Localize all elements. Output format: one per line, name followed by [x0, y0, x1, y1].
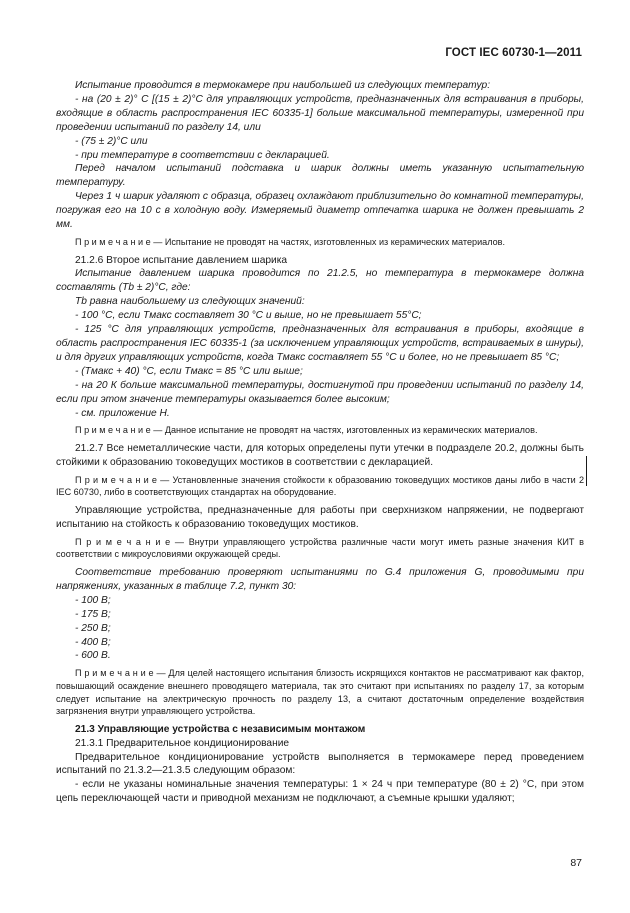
- paragraph: Предварительное кондиционирование устройств выполняется в термокамере перед проведением испытаний по 21.3.2—21.3.5 следующим образом:: [56, 751, 584, 777]
- change-bar: [586, 456, 587, 486]
- paragraph: Через 1 ч шарик удаляют с образца, образец охлаждают приблизительно до комнатной температуры, погружая его на 10 с в холодную воду. Измеряемый диаметр отпечатка шарика не должен превышать 2 мм.: [56, 191, 584, 231]
- paragraph: - при температуре в соответствии с декларацией.: [75, 149, 330, 161]
- paragraph: Испытание проводится в термокамере при наибольшей из следующих температур:: [75, 80, 491, 91]
- paragraph: - если не указаны номинальные значения температуры: 1 × 24 ч при температуре (80 ± 2) °С, при этом цепь переключающей части и приводной механизм не подключают, а съемные крышки удаляют;: [56, 779, 584, 805]
- paragraph: Соответствие требованию проверяют испытаниями по G.4 приложения G, проводимыми при напряжениях, указанных в таблице 7.2, пункт 30:: [56, 567, 584, 592]
- subsection-heading: 21.3.1 Предварительное кондиционирование: [75, 737, 290, 749]
- list-item: - 125 °С для управляющих устройств, предназначенных для встраивания в приборы, входящие в область распространения IEC 60335-1 (за исключением управляющих устройств, встраиваемых в шнуры), и для других управляющих устройств, когда Tмакс составляет 55 °С и более, но не превышает 85 °С;: [56, 324, 584, 363]
- list-item: - 400 В;: [75, 636, 111, 648]
- paragraph: 21.2.7 Все неметаллические части, для которых определены пути утечки в подразделе 20.2, должны быть стойкими к образованию токоведущих мостиков в соответствии с декларацией.: [56, 443, 584, 468]
- paragraph: Перед началом испытаний подставка и шарик должны иметь указанную испытательную температуру.: [56, 163, 584, 189]
- list-item: - 100 °С, если Tмакс составляет 30 °С и выше, но не превышает 55°С;: [75, 310, 422, 322]
- paragraph: Управляющие устройства, предназначенные для работы при сверхнизком напряжении, не подвергают испытанию на стойкость к образованию токоведущих мостиков.: [56, 505, 584, 530]
- section-heading: 21.3 Управляющие устройства с независимым монтажом: [75, 723, 366, 735]
- paragraph: Испытание давлением шарика проводится по 21.2.5, но температура в термокамере должна составлять (Tb ± 2)°С, где:: [56, 268, 584, 294]
- list-item: - 100 В;: [75, 594, 111, 606]
- page-number: 87: [570, 857, 582, 869]
- list-item: - на 20 К больше максимальной температуры, достигнутой при проведении испытаний по разделу 14, если при этом значение температуры оказывается более высоким;: [56, 379, 584, 405]
- note: П р и м е ч а н и е — Для целей настоящего испытания близость искрящихся контактов не рассматривают как фактор, повышающий осаждение внешнего проводящего материала, так это считают при испытаниях по разделу 17, за которым следует испытание на электрическую прочность по разделу 13, а считают достаточным определение воздействия загрязнения внутри управляющего устройства.: [56, 668, 584, 717]
- paragraph: Tb равна наибольшему из следующих значений:: [75, 296, 305, 308]
- document-header: ГОСТ IEC 60730-1—2011: [445, 47, 582, 59]
- paragraph: - (75 ± 2)°С или: [75, 135, 148, 147]
- note: П р и м е ч а н и е — Испытание не проводят на частях, изготовленных из керамических материалов.: [75, 236, 506, 247]
- note: П р и м е ч а н и е — Установленные значения стойкости к образованию токоведущих мостиков даны либо в части 2 IEC 60730, либо в соответствующих стандартах на оборудование.: [56, 474, 584, 498]
- paragraph: - на (20 ± 2)° С [(15 ± 2)°С для управляющих устройств, предназначенных для встраивания в приборы, входящие в область распространения IEC 60335-1] больше максимальной температуры, измеренной при проведении испытаний по разделу 14, или: [56, 93, 584, 133]
- list-item: - 175 В;: [75, 608, 111, 620]
- list-item: - 250 В;: [75, 622, 111, 634]
- section-heading: 21.2.6 Второе испытание давлением шарика: [75, 254, 288, 266]
- note: П р и м е ч а н и е — Данное испытание не проводят на частях, изготовленных из керамических материалов.: [75, 425, 538, 436]
- page-body: [56, 79, 584, 806]
- list-item: - 600 В.: [75, 650, 111, 662]
- list-item: - см. приложение Н.: [75, 407, 170, 419]
- note: П р и м е ч а н и е — Внутри управляющего устройства различные части могут иметь разные значения КИТ в соответствии с микроусловиями окружающей среды.: [56, 536, 584, 560]
- list-item: - (Tмакс + 40) °С, если Tмакс = 85 °С или выше;: [75, 365, 303, 377]
